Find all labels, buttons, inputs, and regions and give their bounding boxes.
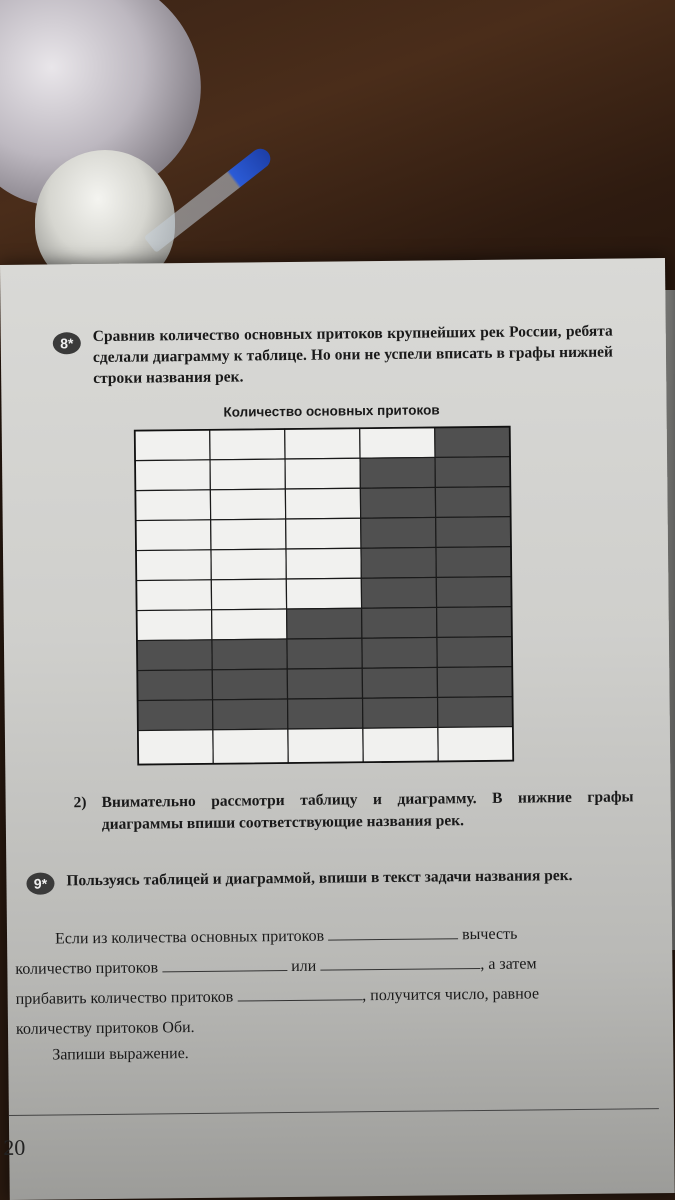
river-name-cell-3[interactable] (288, 728, 363, 763)
empty-cell-col3 (285, 488, 360, 519)
workbook-page (0, 258, 675, 1200)
task-9-fill-in-text (15, 918, 656, 1045)
line2-part-a: количество притоков (15, 959, 159, 978)
empty-cell-col1 (135, 430, 210, 461)
bar-cell-col4 (363, 697, 438, 728)
task-8-text: Сравнив количество основных притоков крупнейших рек России, ребята сделали диаграмму к таблице. Но они не успели вписать в графы нижней строки названия рек. (92, 322, 614, 388)
empty-cell-col1 (135, 490, 210, 521)
empty-cell-col2 (210, 459, 285, 490)
write-expression-prompt: Запиши выражение. (52, 1045, 189, 1064)
bar-cell-col5 (437, 667, 512, 698)
empty-cell-col2 (210, 489, 285, 520)
bar-cell-col1 (138, 700, 213, 731)
bar-cell-col3 (287, 638, 362, 669)
blank-river-2[interactable] (162, 954, 287, 972)
chart-title: Количество основных притоков (223, 402, 440, 420)
answer-line[interactable] (9, 1108, 659, 1116)
river-name-cell-1[interactable] (138, 730, 213, 765)
bar-cell-col5 (435, 487, 510, 518)
task-9-text: Пользуясь таблицей и диаграммой, впиши в текст задачи названия рек. (66, 867, 573, 890)
empty-cell-col2 (212, 609, 287, 640)
empty-cell-col4 (360, 427, 435, 458)
empty-cell-col3 (286, 578, 361, 609)
bar-cell-col4 (362, 607, 437, 638)
subtask-number: 2) (73, 794, 87, 812)
line2-part-b: или (291, 957, 317, 975)
empty-cell-col1 (136, 520, 211, 551)
bar-cell-col2 (212, 639, 287, 670)
river-name-cell-5[interactable] (438, 727, 513, 762)
bar-cell-col1 (137, 670, 212, 701)
tributaries-bar-chart (130, 422, 524, 776)
empty-cell-col3 (285, 428, 360, 459)
blank-river-4[interactable] (237, 983, 362, 1001)
bar-cell-col3 (288, 698, 363, 729)
bar-cell-col5 (435, 457, 510, 488)
empty-cell-col2 (210, 429, 285, 460)
bar-cell-col5 (437, 637, 512, 668)
bar-cell-col1 (137, 640, 212, 671)
bar-cell-col4 (360, 457, 435, 488)
bar-cell-col5 (436, 577, 511, 608)
blank-river-3[interactable] (320, 952, 480, 971)
river-name-cell-2[interactable] (213, 729, 288, 764)
bar-cell-col4 (361, 577, 436, 608)
line1-part-b: вычесть (461, 925, 518, 944)
line3-part-b: , получится число, равное (362, 985, 540, 1005)
bar-cell-col4 (361, 517, 436, 548)
empty-cell-col3 (285, 458, 360, 489)
blank-river-1[interactable] (328, 922, 458, 940)
empty-cell-col3 (286, 548, 361, 579)
empty-cell-col3 (286, 518, 361, 549)
bar-cell-col5 (437, 607, 512, 638)
line1-part-a: Если из количества основных притоков (54, 927, 325, 948)
bar-cell-col5 (438, 697, 513, 728)
bar-cell-col4 (362, 637, 437, 668)
task-8-subtask (74, 786, 634, 836)
bar-cell-col3 (287, 668, 362, 699)
line3-part-a: прибавить количество притоков (15, 988, 234, 1008)
empty-cell-col1 (135, 460, 210, 491)
bar-cell-col5 (436, 517, 511, 548)
task-8-badge: 8* (53, 332, 81, 354)
bar-cell-col4 (361, 547, 436, 578)
bar-cell-col5 (436, 547, 511, 578)
bar-cell-col4 (362, 667, 437, 698)
empty-cell-col2 (211, 519, 286, 550)
empty-cell-col1 (137, 610, 212, 641)
bar-cell-col4 (360, 487, 435, 518)
task-9-badge: 9* (26, 872, 54, 894)
line4: количеству притоков Оби. (15, 1019, 195, 1038)
empty-cell-col2 (211, 579, 286, 610)
empty-cell-col2 (211, 549, 286, 580)
river-name-cell-4[interactable] (363, 727, 438, 762)
bar-cell-col3 (287, 608, 362, 639)
bar-cell-col5 (435, 427, 510, 458)
subtask-text: Внимательно рассмотри таблицу и диаграмму. В нижние графы диаграммы впиши соответствующие названия рек. (101, 788, 634, 833)
page-number: 20 (3, 1134, 26, 1161)
empty-cell-col1 (136, 580, 211, 611)
line2-part-c: , а затем (480, 955, 537, 974)
bar-cell-col2 (212, 669, 287, 700)
empty-cell-col1 (136, 550, 211, 581)
bar-cell-col2 (213, 699, 288, 730)
